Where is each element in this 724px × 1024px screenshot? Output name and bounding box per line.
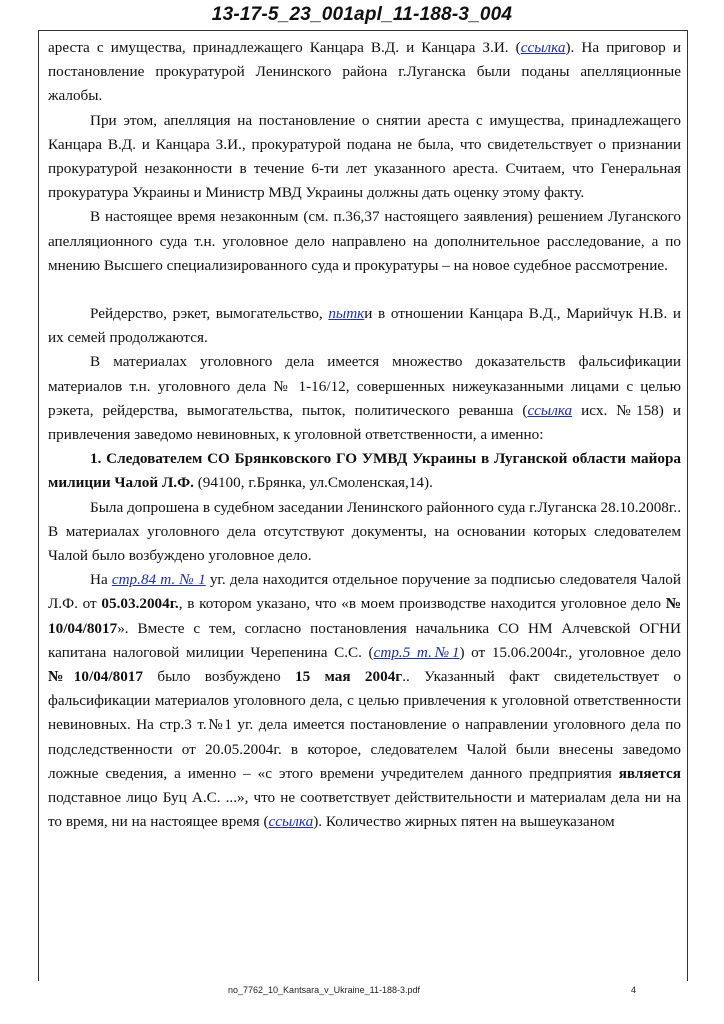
paragraph-text: уг. дела находится отдельное поручение за подписью следователя Чалой Л.Ф. от (48, 571, 681, 613)
paragraph-text: Рейдерство, рэкет, вымогательство, (90, 305, 329, 323)
paragraph-text: ). Количество жирных пятен на вышеуказаном (313, 813, 615, 831)
link-page-84[interactable]: стр.84 т. № 1 (111, 571, 206, 589)
paragraph-2: При этом, апелляция на постановление о снятии ареста с имущества, принадлежащего Канцара В.Д. и Канцара З.И., прокуратурой подана не была, что свидетельствует о признании прокуратурой незаконности в течение 6-ти лет указанного ареста. Считаем, что Генеральная прокуратура Украины и Министр МВД Украины должны дать оценку этому факту. (48, 111, 681, 202)
link-ssylka-2[interactable]: ссылка (527, 401, 573, 419)
paragraph-text: На (90, 571, 112, 589)
paragraph-text: .. Указанный факт свидетельствует о фальсификации материалов уголовного дела, с целью привлечения к уголовной ответственности невиновных. На стр.3 т.№1 уг. дела имеется постановление о направлении уголовного дела по подследственности от 20.05.2004г. в которое, следователем Чалой были внесены заведомо ложные сведения, а именно – «с этого времени учредителем данного предприятия (48, 668, 681, 782)
link-page-5[interactable]: стр.5 т.№1 (373, 643, 460, 661)
paragraph-8 (48, 568, 681, 834)
bold-case-number: № 10/04/8017 (48, 595, 681, 637)
paragraph-text: , в котором указано, что «в моем производстве находится уголовное дело (178, 595, 666, 613)
bold-case-number: №10/04/8017 (48, 668, 143, 686)
link-ssylka-1[interactable]: ссылка (520, 39, 566, 56)
bold-date: 15 мая 2004г (295, 668, 403, 686)
blank-line (48, 278, 681, 302)
paragraph-3: В настоящее время незаконным (см. п.36,37 настоящего заявления) решением Луганского апелляционного суда т.н. уголовное дело направлено на дополнительное расследование, а по мнению Высшего специализированного суда и прокуратуры – на новое судебное рассмотрение. (48, 208, 681, 274)
paragraph-text: В материалах уголовного дела имеется множество доказательств фальсификации материалов т.н. уголовного дела № 1-16/12, совершенных нижеуказанными лицами с целью рэкета, рейдерства, вымогательства, пыток, политического реванша ( (48, 353, 681, 419)
document-body (48, 36, 681, 835)
section-heading: 1. Следователем СО Брянковского ГО УМВД Украины в Луганской области майора милиции Чалой Л.Ф. (48, 450, 681, 492)
paragraph-text: и в отношении Канцара В.Д., Марийчук Н.В. и их семей продолжаются. (48, 305, 681, 347)
paragraph-1 (48, 36, 681, 109)
paragraph-text: ). На приговор и постановление прокуратурой Ленинского района г.Луганска были поданы апелляционные жалобы. (48, 39, 681, 105)
paragraph-text: (94100, г.Брянка, ул.Смоленская,14). (193, 474, 433, 492)
document-header-title: 13-17-5_23_001apl_11-188-3_004 (211, 4, 513, 25)
paragraph-7: Была допрошена в судебном заседании Ленинского районного суда г.Луганска 28.10.2008г.. В материалах уголовного дела отсутствуют документы, на основании которых следователем Чалой было возбуждено уголовное дело. (48, 498, 681, 565)
paragraph-4 (48, 302, 681, 350)
paragraph-text: исх. №158) и привлечения заведомо невиновных, к уголовной ответственности, а именно: (48, 401, 681, 444)
bold-date: 05.03.2004г. (101, 595, 179, 613)
bold-word: является (618, 764, 681, 782)
paragraph-text: подставное лицо Буц А.С. ...», что не соответствует действительности и материалам дела ни на то время, ни на настоящее время ( (48, 789, 681, 831)
footer-page-number: 4 (631, 985, 637, 995)
link-ssylka-3[interactable]: ссылка (268, 813, 314, 831)
paragraph-5 (48, 350, 681, 447)
footer-filename: no_7762_10_Kantsara_v_Ukraine_11-188-3.pdf (228, 985, 420, 995)
paragraph-text: ) от 15.06.2004г., уголовное дело (459, 643, 681, 661)
link-pytki[interactable]: пытк (328, 305, 365, 323)
paragraph-6 (48, 447, 681, 495)
paragraph-text: ». Вместе с тем, согласно постановления начальника СО НМ Алчевской ОГНИ капитана налоговой милиции Черепенина С.С. ( (48, 619, 681, 661)
paragraph-text: было возбуждено (143, 668, 296, 686)
paragraph-text: ареста с имущества, принадлежащего Канцара В.Д. и Канцара З.И. ( (48, 39, 521, 56)
